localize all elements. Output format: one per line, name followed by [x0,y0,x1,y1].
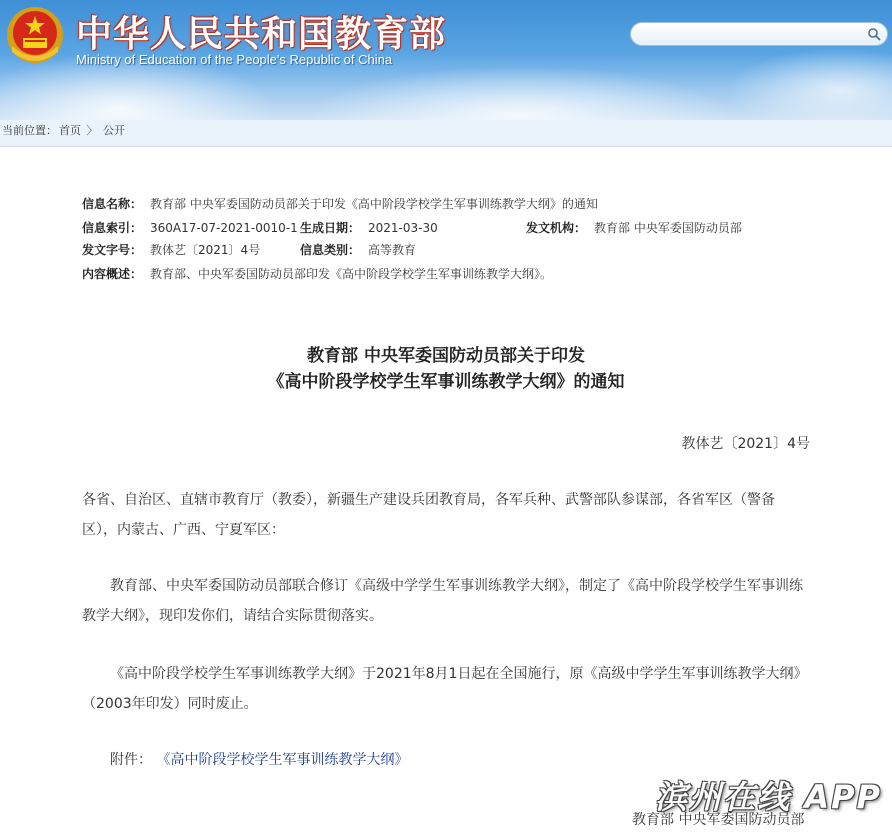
national-emblem-icon[interactable] [6,6,64,64]
search-input[interactable] [641,25,865,45]
meta-date-label: 生成日期： [300,221,361,235]
meta-summary-label: 内容概述： [82,267,143,281]
meta-docno-value: 教体艺〔2021〕4号 [150,243,261,257]
signature: 教育部 中央军委国防动员部 [632,812,805,828]
addressee-paragraph: 各省、自治区、直辖市教育厅（教委），新疆生产建设兵团教育局，各军兵种、武警部队参谋部，各省军区（警备区），内蒙古、广西、宁夏军区： [82,492,775,538]
meta-name-label: 信息名称： [82,197,143,211]
meta-name-value: 教育部 中央军委国防动员部关于印发《高中阶段学校学生军事训练教学大纲》的通知 [150,197,598,211]
site-header [0,0,892,120]
meta-org-value: 教育部 中央军委国防动员部 [594,221,742,235]
site-title[interactable]: 中华人民共和国教育部 [76,14,447,55]
watermark: 滨州在线 APP [655,778,882,816]
meta-row-name [82,195,598,215]
meta-category-value: 高等教育 [368,243,417,257]
breadcrumb-home-link[interactable]: 首页 [59,124,81,137]
attachment-line [110,749,408,769]
attachment-link[interactable]: 《高中阶段学校学生军事训练教学大纲》 [156,752,409,768]
breadcrumb-label: 当前位置： [2,124,57,137]
meta-index-label: 信息索引： [82,221,143,235]
meta-date-value: 2021-03-30 [368,221,438,235]
meta-index-value: 360A17-07-2021-0010-1 [150,221,298,235]
meta-summary-value: 教育部、中央军委国防动员部印发《高中阶段学校学生军事训练教学大纲》。 [150,267,553,281]
body-paragraph-1: 教育部、中央军委国防动员部联合修订《高级中学学生军事训练教学大纲》，制定了《高中阶段学校学生军事训练教学大纲》，现印发你们，请结合实际贯彻落实。 [82,578,803,624]
site-subtitle: Ministry of Education of the People's Republic of China [76,52,393,67]
meta-row-summary [82,265,552,285]
document-title-line1: 教育部 中央军委国防动员部关于印发 [307,346,585,366]
body-paragraph-2: 《高中阶段学校学生军事训练教学大纲》于2021年8月1日起在全国施行，原《高级中学学生军事训练教学大纲》（2003年印发）同时废止。 [82,666,801,712]
breadcrumb [2,122,127,138]
meta-category-label: 信息类别： [300,243,361,257]
meta-org-label: 发文机构： [526,221,587,235]
breadcrumb-separator: 〉 [86,124,98,137]
document-title-line2: 《高中阶段学校学生军事训练教学大纲》的通知 [267,372,625,392]
search-icon[interactable] [867,27,881,41]
meta-row-org [526,219,742,239]
meta-docno-label: 发文字号： [82,243,143,257]
meta-row-index [82,219,298,239]
meta-row-category [300,241,416,261]
content-panel [0,146,892,832]
meta-row-date [300,219,438,239]
document-number: 教体艺〔2021〕4号 [681,436,810,452]
search-box[interactable] [630,22,888,46]
attachment-label: 附件： [110,752,152,768]
breadcrumb-current[interactable]: 公开 [103,124,125,137]
meta-row-docno [82,241,260,261]
